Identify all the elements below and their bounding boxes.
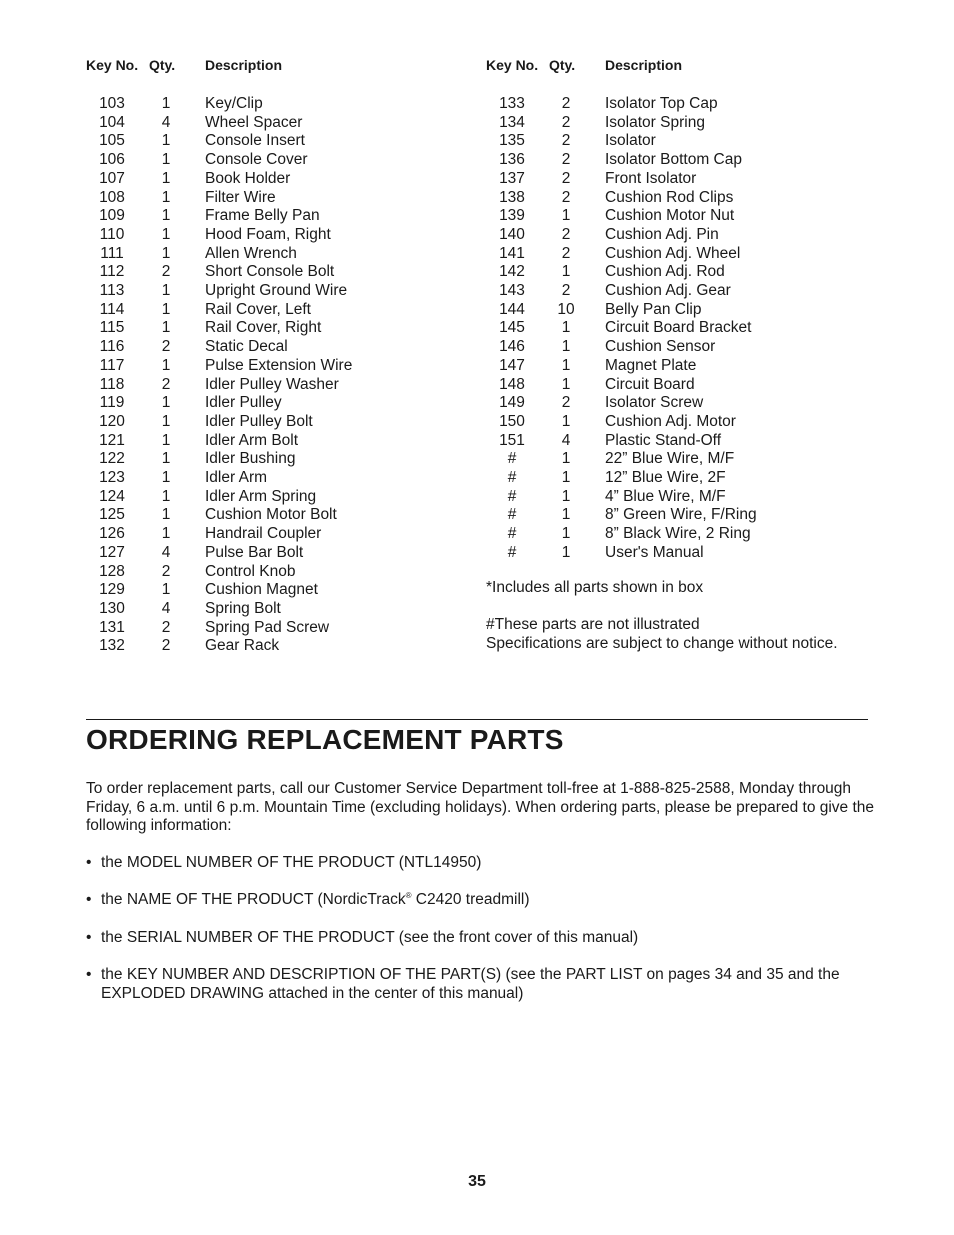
key-number: 121 [99, 431, 125, 449]
quantity: 2 [561, 188, 571, 206]
table-row [486, 226, 835, 245]
table-row [86, 525, 435, 544]
quantity: 1 [161, 188, 171, 206]
table-row [86, 563, 435, 582]
bullet-model-number [86, 854, 866, 873]
table-row [486, 469, 835, 488]
parts-header-row [86, 54, 435, 76]
bullet-marker: • [86, 854, 92, 871]
table-row [86, 600, 435, 619]
part-description: Book Holder [205, 169, 291, 187]
quantity: 1 [161, 132, 171, 150]
quantity: 1 [161, 356, 171, 374]
page-number: 35 [468, 1173, 486, 1190]
key-number: 115 [99, 319, 125, 337]
part-description: 8” Green Wire, F/Ring [605, 506, 757, 524]
registered-mark: ® [405, 890, 412, 900]
key-number: 103 [99, 95, 125, 112]
part-description: Circuit Board Bracket [605, 319, 752, 337]
quantity: 1 [561, 375, 571, 393]
table-row [86, 581, 435, 600]
key-number: 135 [499, 132, 525, 150]
key-number: 114 [99, 300, 125, 318]
quantity: 1 [161, 300, 171, 318]
bullet-marker: • [86, 929, 92, 946]
bullet-text [101, 891, 866, 910]
part-description: Idler Pulley [205, 394, 282, 412]
part-description: Cushion Motor Bolt [205, 506, 337, 524]
part-description: Isolator [605, 132, 656, 150]
key-number: 132 [99, 637, 125, 655]
table-row [86, 301, 435, 320]
quantity: 1 [561, 525, 571, 543]
key-number: 144 [499, 300, 525, 318]
key-number: 131 [99, 618, 125, 636]
table-row [486, 338, 835, 357]
part-description: Hood Foam, Right [205, 225, 331, 243]
bullet-text: the MODEL NUMBER OF THE PRODUCT (NTL14950) [101, 854, 482, 871]
part-description: 22” Blue Wire, M/F [605, 450, 735, 468]
part-description: Idler Arm Spring [205, 487, 317, 505]
bullet-text: the SERIAL NUMBER OF THE PRODUCT (see the front cover of this manual) [101, 929, 639, 946]
part-description: Cushion Magnet [205, 581, 318, 599]
quantity: 1 [561, 319, 571, 337]
key-number: 136 [499, 151, 525, 169]
key-number: 123 [99, 469, 125, 487]
key-number: # [507, 543, 517, 561]
quantity: 2 [561, 151, 571, 169]
quantity: 2 [561, 282, 571, 300]
table-row [486, 394, 835, 413]
table-row [86, 338, 435, 357]
key-number: 105 [99, 132, 125, 150]
table-row [86, 450, 435, 469]
part-description: Spring Pad Screw [205, 618, 330, 636]
part-description: Circuit Board [605, 375, 695, 393]
spacer-cell [86, 76, 435, 95]
table-row [486, 432, 835, 451]
table-row [486, 357, 835, 376]
part-description: Idler Arm [205, 469, 268, 487]
description-header: Description [605, 57, 683, 73]
key-number: 122 [99, 450, 125, 468]
section-divider [86, 719, 868, 720]
key-number: 138 [499, 188, 525, 206]
key-number: 133 [499, 95, 525, 112]
quantity: 1 [161, 412, 171, 430]
key-number: # [507, 450, 517, 468]
key-number: 139 [499, 207, 525, 225]
table-row [486, 301, 835, 320]
part-description: Idler Bushing [205, 450, 296, 468]
table-row [86, 637, 435, 656]
quantity: 2 [161, 618, 171, 636]
table-row [486, 282, 835, 301]
quantity: 1 [161, 506, 171, 524]
table-row [86, 170, 435, 189]
table-row [486, 319, 835, 338]
key-number: 125 [99, 506, 125, 524]
bullet-product-name [86, 891, 866, 910]
table-row [86, 506, 435, 525]
spacer-row [86, 76, 435, 95]
parts-list-right [486, 54, 835, 563]
part-description: Belly Pan Clip [605, 300, 702, 318]
table-row [86, 432, 435, 451]
part-description: Cushion Adj. Wheel [605, 244, 741, 262]
key-number: 113 [99, 282, 125, 300]
key-number: 104 [99, 113, 125, 131]
part-description: Idler Arm Bolt [205, 431, 299, 449]
part-description: Cushion Motor Nut [605, 207, 735, 225]
quantity: 2 [561, 225, 571, 243]
part-description: Gear Rack [205, 637, 280, 655]
bullet-marker: • [86, 891, 92, 908]
key-number: 107 [99, 169, 125, 187]
quantity: 2 [561, 95, 571, 112]
part-description: Isolator Screw [605, 394, 704, 412]
table-row [486, 245, 835, 264]
table-row [486, 413, 835, 432]
quantity: 1 [161, 151, 171, 169]
table-row [486, 151, 835, 170]
part-description: 12” Blue Wire, 2F [605, 469, 726, 487]
part-description: Rail Cover, Left [205, 300, 311, 318]
table-row [486, 189, 835, 208]
table-row [486, 170, 835, 189]
key-number: 108 [99, 188, 125, 206]
description-header: Description [205, 57, 283, 73]
quantity: 2 [161, 375, 171, 393]
part-description: Filter Wire [205, 188, 276, 206]
quantity: 4 [161, 543, 171, 561]
quantity: 1 [561, 338, 571, 356]
table-row [86, 544, 435, 563]
key-number: 149 [499, 394, 525, 412]
quantity: 1 [561, 207, 571, 225]
quantity: 1 [161, 431, 171, 449]
quantity: 4 [161, 113, 171, 131]
ordering-intro: To order replacement parts, call our Customer Service Department toll-free at 1-888-825-2588, Monday through Friday, 6 a.m. until 6 p.m. Mountain Time (excluding holidays). When ordering parts, please be prepared to give the following information: [86, 780, 875, 835]
quantity: 1 [561, 487, 571, 505]
key-number: # [507, 487, 517, 505]
key-number: 148 [499, 375, 525, 393]
key-number: 146 [499, 338, 525, 356]
quantity: 2 [561, 113, 571, 131]
part-description: Upright Ground Wire [205, 282, 348, 300]
key-number: 150 [499, 412, 525, 430]
parts-list-left [86, 54, 435, 656]
quantity: 1 [161, 225, 171, 243]
key-no-header: Key No. [86, 57, 139, 73]
quantity: 1 [161, 525, 171, 543]
bullet-text: the KEY NUMBER AND DESCRIPTION OF THE PART(S) (see the PART LIST on pages 34 and 35 and the EXPLODED DRAWING attached in the center of this manual) [101, 966, 840, 1002]
quantity: 1 [561, 506, 571, 524]
part-description: Pulse Bar Bolt [205, 543, 304, 561]
table-row [86, 189, 435, 208]
table-row [86, 95, 435, 114]
key-number: 110 [99, 225, 125, 243]
table-row [86, 207, 435, 226]
table-row [486, 544, 835, 563]
quantity: 1 [561, 356, 571, 374]
part-description: Static Decal [205, 338, 288, 356]
key-number: 116 [99, 338, 125, 356]
key-number: # [507, 525, 517, 543]
part-description: Handrail Coupler [205, 525, 322, 543]
quantity: 1 [561, 450, 571, 468]
table-row [486, 207, 835, 226]
part-description: Idler Pulley Bolt [205, 412, 313, 430]
key-number: 143 [499, 282, 525, 300]
spacer-cell [486, 76, 835, 95]
table-row [86, 114, 435, 133]
part-description: Control Knob [205, 562, 296, 580]
quantity: 1 [161, 581, 171, 599]
key-number: 118 [99, 375, 125, 393]
includes-note: *Includes all parts shown in box [486, 579, 704, 596]
key-number: 151 [499, 431, 525, 449]
key-number: 145 [499, 319, 525, 337]
table-row [86, 132, 435, 151]
part-description: Short Console Bolt [205, 263, 335, 281]
quantity: 2 [561, 244, 571, 262]
key-number: 137 [499, 169, 525, 187]
part-description: Isolator Top Cap [605, 95, 718, 112]
key-number: 126 [99, 525, 125, 543]
table-row [86, 319, 435, 338]
table-row [486, 506, 835, 525]
bullet-text-post: C2420 treadmill) [411, 891, 530, 908]
quantity: 1 [161, 95, 171, 112]
quantity: 1 [161, 469, 171, 487]
part-description: Idler Pulley Washer [205, 375, 339, 393]
part-description: Cushion Rod Clips [605, 188, 734, 206]
key-number: 134 [499, 113, 525, 131]
quantity: 1 [161, 394, 171, 412]
quantity: 1 [161, 487, 171, 505]
key-number: 124 [99, 487, 125, 505]
key-no-header: Key No. [486, 57, 539, 73]
table-row [86, 263, 435, 282]
quantity: 2 [161, 263, 171, 281]
quantity: 1 [161, 207, 171, 225]
part-description: Cushion Adj. Gear [605, 282, 731, 300]
table-row [486, 114, 835, 133]
part-description: Allen Wrench [205, 244, 297, 262]
quantity: 10 [557, 300, 575, 318]
key-number: 130 [99, 599, 125, 617]
quantity: 1 [161, 169, 171, 187]
part-description: Spring Bolt [205, 599, 281, 617]
quantity: 2 [561, 132, 571, 150]
part-description: Frame Belly Pan [205, 207, 320, 225]
part-description: Console Cover [205, 151, 308, 169]
key-number: 112 [99, 263, 125, 281]
table-row [486, 525, 835, 544]
table-row [486, 450, 835, 469]
key-number: 109 [99, 207, 125, 225]
table-row [86, 619, 435, 638]
table-row [86, 357, 435, 376]
quantity: 2 [161, 637, 171, 655]
key-number: 120 [99, 412, 125, 430]
key-number: 142 [499, 263, 525, 281]
key-number: 119 [99, 394, 125, 412]
quantity: 2 [561, 169, 571, 187]
part-description: Isolator Bottom Cap [605, 151, 742, 169]
table-row [86, 394, 435, 413]
quantity: 1 [161, 319, 171, 337]
part-description: 4” Blue Wire, M/F [605, 487, 726, 505]
bullet-key-number [86, 966, 866, 1003]
part-description: Cushion Sensor [605, 338, 716, 356]
key-number: 147 [499, 356, 525, 374]
table-row [486, 95, 835, 114]
part-description: Front Isolator [605, 169, 697, 187]
part-description: Plastic Stand-Off [605, 431, 722, 449]
table-row [486, 263, 835, 282]
key-number: 128 [99, 562, 125, 580]
key-number: 141 [499, 244, 525, 262]
key-number: 140 [499, 225, 525, 243]
qty-header: Qty. [149, 57, 176, 73]
quantity: 1 [561, 263, 571, 281]
quantity: 1 [161, 282, 171, 300]
quantity: 4 [161, 599, 171, 617]
table-row [86, 376, 435, 395]
quantity: 1 [561, 469, 571, 487]
table-row [486, 488, 835, 507]
part-description: Cushion Adj. Motor [605, 412, 736, 430]
quantity: 1 [161, 450, 171, 468]
quantity: 1 [161, 244, 171, 262]
table-row [86, 413, 435, 432]
part-description: Isolator Spring [605, 113, 705, 131]
table-row [86, 469, 435, 488]
part-description: Console Insert [205, 132, 305, 150]
specifications-note: Specifications are subject to change without notice. [486, 635, 838, 652]
key-number: 111 [100, 244, 124, 262]
table-row [486, 376, 835, 395]
part-description: Magnet Plate [605, 356, 697, 374]
table-row [86, 488, 435, 507]
table-row [86, 245, 435, 264]
quantity: 2 [161, 338, 171, 356]
part-description: Key/Clip [205, 95, 263, 112]
bullet-marker: • [86, 966, 92, 983]
table-row [86, 226, 435, 245]
parts-header-row [486, 54, 835, 76]
part-description: 8” Black Wire, 2 Ring [605, 525, 751, 543]
part-description: Wheel Spacer [205, 113, 303, 131]
table-row [486, 132, 835, 151]
part-description: User's Manual [605, 543, 704, 561]
table-row [86, 282, 435, 301]
part-description: Cushion Adj. Pin [605, 225, 719, 243]
quantity: 1 [561, 543, 571, 561]
table-row [86, 151, 435, 170]
key-number: 117 [99, 356, 125, 374]
quantity: 1 [561, 412, 571, 430]
quantity: 2 [561, 394, 571, 412]
bullet-serial-number [86, 929, 866, 948]
spacer-row [486, 76, 835, 95]
qty-header: Qty. [549, 57, 576, 73]
key-number: 106 [99, 151, 125, 169]
quantity: 2 [161, 562, 171, 580]
quantity: 4 [561, 431, 571, 449]
key-number: 129 [99, 581, 125, 599]
part-description: Pulse Extension Wire [205, 356, 353, 374]
part-description: Cushion Adj. Rod [605, 263, 725, 281]
key-number: 127 [99, 543, 125, 561]
part-description: Rail Cover, Right [205, 319, 322, 337]
bullet-text-pre: the NAME OF THE PRODUCT (NordicTrack [101, 891, 406, 908]
key-number: # [507, 469, 517, 487]
key-number: # [507, 506, 517, 524]
not-illustrated-note: #These parts are not illustrated [486, 616, 700, 633]
section-title: ORDERING REPLACEMENT PARTS [86, 724, 564, 755]
